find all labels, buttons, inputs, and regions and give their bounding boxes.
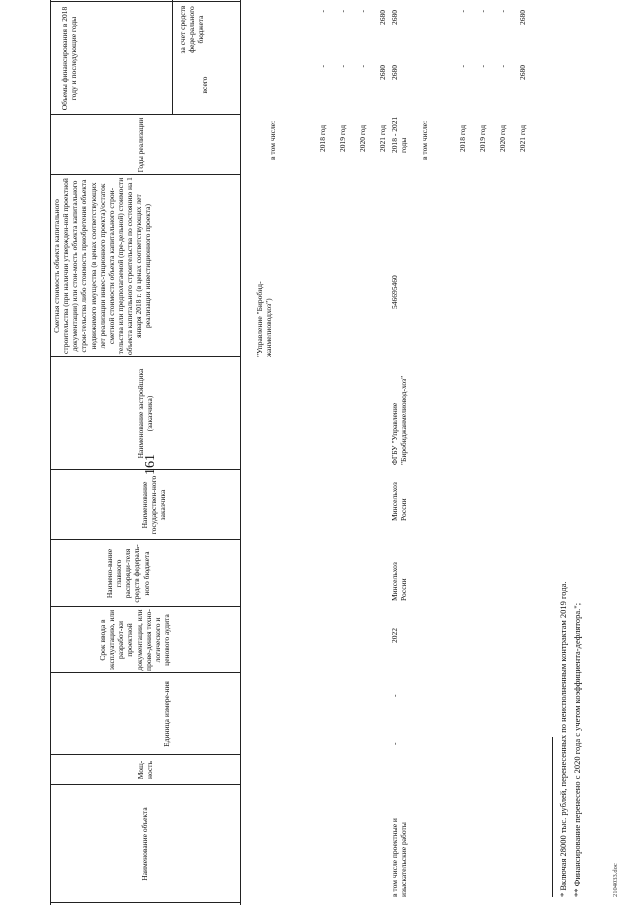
federal-value: - xyxy=(458,10,467,13)
total-value: 2680 xyxy=(378,65,387,80)
header-term: Срок ввода в эксплуатацию, или разработ-ки проектной документации, или прове-дения техно-логического и ценового аудита xyxy=(98,609,171,671)
block2-term: 2022 xyxy=(390,628,399,643)
year-label: 2019 год xyxy=(338,124,347,152)
total-value: - xyxy=(338,65,347,68)
block2-unit: - xyxy=(390,742,399,745)
total-value: - xyxy=(458,65,467,68)
block1-years-label: в том числе: xyxy=(268,120,277,160)
total-value: 2680 xyxy=(518,65,527,80)
header-unit: Единица измере-ния xyxy=(162,681,171,747)
federal-value: 2680 xyxy=(518,10,527,25)
block2-capacity: - xyxy=(390,694,399,697)
block2-chief-manager: Минсельхоз России xyxy=(390,562,409,601)
federal-value: - xyxy=(478,10,487,13)
page-number: 161 xyxy=(143,454,158,475)
year-label: 2021 год xyxy=(518,124,527,152)
year-label: 2018 год xyxy=(458,124,467,152)
total-value: - xyxy=(318,65,327,68)
header-name: Наименование объекта xyxy=(140,807,150,881)
header-cost: Сметная стоимость объекта капитального строительства (при наличии утвержден-ной проектной документации) или стои-мость объекта капитального строи-тельства либо стоимость приобретения объекта недвижимого имущества (в ценах соответствующих лет реализации инвес-тиционного проекта)/остаток сметной стоимости объекта капитального строи-тельства или предполагаемой (пре-дельной) стоимости объекта капитального строительства по состоянию на 1 января 2018 г. (в ценах соответствующих лет реализации инвестиционного проекта) xyxy=(52,177,153,355)
total-value: - xyxy=(358,65,367,68)
header-developer: Наименование застройщика (заказчика) xyxy=(135,368,154,459)
block2-name: в том числе проектные и изыскательские работы xyxy=(390,818,409,897)
header-chief-manager: Наимено-вание главного распоряди-теля средств федераль-ного бюджета xyxy=(105,544,151,603)
doc-id: 2104033.doc xyxy=(612,863,619,897)
header-federal: за счет средств феде-рального бюджета xyxy=(178,5,206,54)
year-label: 2018 год xyxy=(318,124,327,152)
header-state-customer: Наименование государствен-ного заказчика xyxy=(140,475,168,535)
header-funding: Объемы финансирования в 2018 году и последующие годы xyxy=(60,6,79,111)
year-label: 2021 год xyxy=(378,124,387,152)
total-value: - xyxy=(498,65,507,68)
footnote-divider xyxy=(552,737,553,897)
block2-years: 2018 - 2021 годы xyxy=(390,116,409,153)
block2-developer: ФГБУ "Управление "Биробиджанмелиовод-хоз" xyxy=(390,375,409,465)
total-value: - xyxy=(478,65,487,68)
block2-cost: 546695460 xyxy=(390,275,399,309)
header-capacity: Мощ-ность xyxy=(135,760,154,780)
block2-total: 2680 xyxy=(390,65,399,80)
block2-federal: 2680 xyxy=(390,10,399,25)
federal-value: - xyxy=(358,10,367,13)
year-label: 2019 год xyxy=(478,124,487,152)
federal-value: - xyxy=(338,10,347,13)
header-years: Годы реализации xyxy=(136,117,145,173)
footnote-2: ** Финансирование перенесено с 2020 года с учетом коэффициента-дефлятора."; xyxy=(572,602,582,897)
federal-value: - xyxy=(318,10,327,13)
block1-developer: "Управление "Биробид-жанмелиоводхоз") xyxy=(255,281,274,357)
federal-value: - xyxy=(498,10,507,13)
block2-years-label: в том числе: xyxy=(420,120,429,160)
footnote-1: * Включая 28000 тыс. рублей, перенесенных по неисполненным контрактам 2019 года. xyxy=(558,581,568,897)
year-label: 2020 год xyxy=(498,124,507,152)
federal-value: 2680 xyxy=(378,10,387,25)
block2-state-customer: Минсельхоз России xyxy=(390,482,409,521)
header-total: всего xyxy=(200,76,209,94)
year-label: 2020 год xyxy=(358,124,367,152)
